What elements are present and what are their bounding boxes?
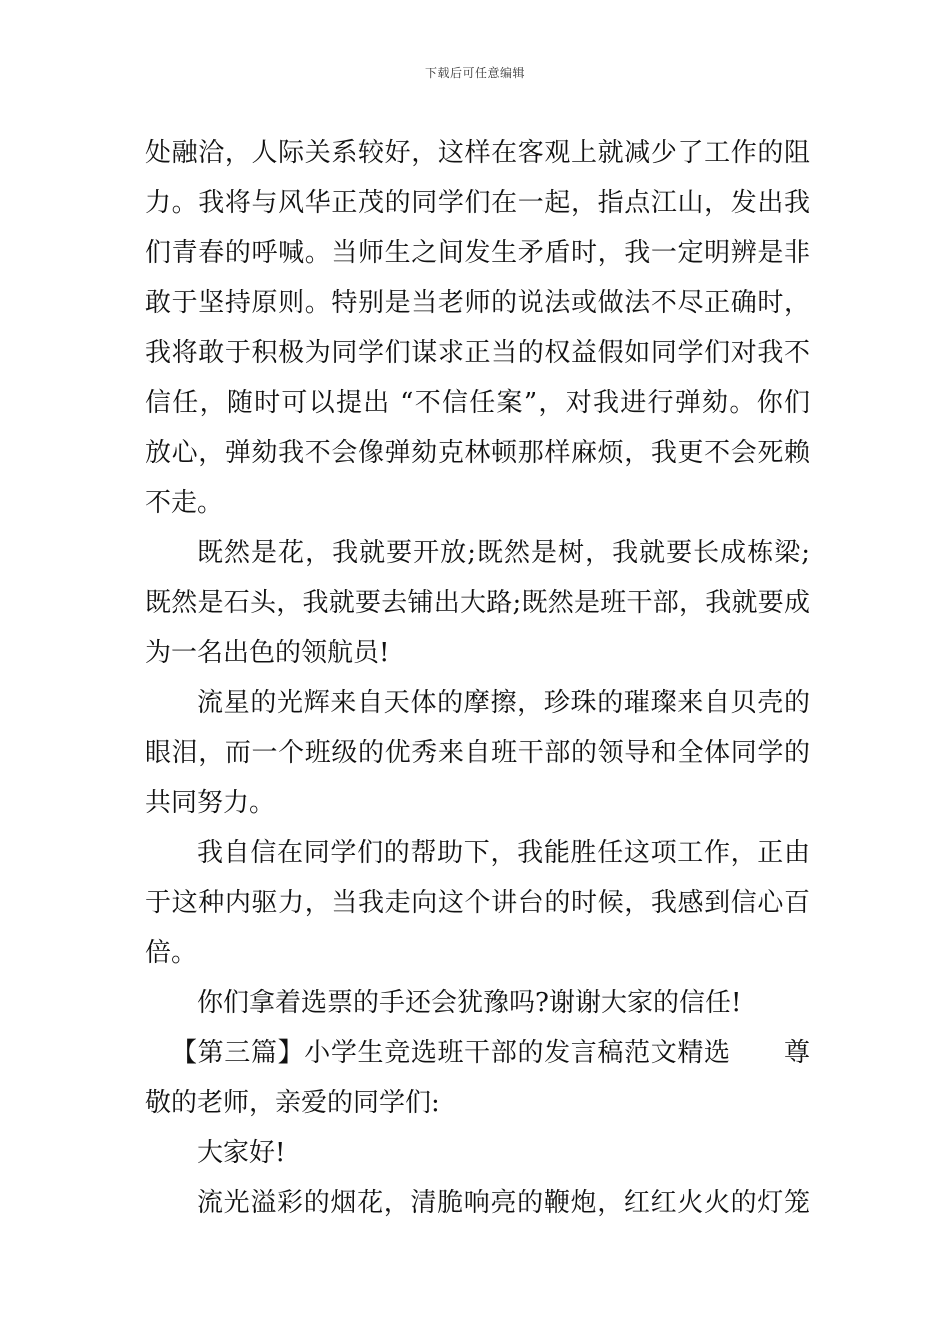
- text-line: 倍。: [145, 938, 198, 968]
- text-line: 你们拿着选票的手还会犹豫吗?谢谢大家的信任!: [197, 988, 742, 1018]
- text-line: 共同努力。: [145, 788, 276, 818]
- text-line: 我将敢于积极为同学们谋求正当的权益假如同学们对我不: [145, 338, 810, 368]
- text-line: 为一名出色的领航员!: [145, 638, 390, 668]
- text-line: 们青春的呼喊。当师生之间发生矛盾时，我一定明辨是非: [145, 238, 810, 268]
- text-line: 放心，弹劾我不会像弹劾克林顿那样麻烦，我更不会死赖: [145, 438, 810, 468]
- text-line: 流星的光辉来自天体的摩擦，珍珠的璀璨来自贝壳的: [197, 688, 810, 718]
- text-line: 不走。: [145, 488, 224, 518]
- text-line: 我自信在同学们的帮助下，我能胜任这项工作，正由: [197, 838, 810, 868]
- text-line: 既然是石头，我就要去铺出大路;既然是班干部，我就要成: [145, 588, 810, 618]
- text-line: 信任，随时可以提出 “不信任案”，对我进行弹劾。你们: [145, 388, 810, 418]
- text-line: 眼泪，而一个班级的优秀来自班干部的领导和全体同学的: [145, 738, 810, 768]
- text-line: 敢于坚持原则。特别是当老师的说法或做法不尽正确时，: [145, 288, 810, 318]
- text-line: 敬的老师，亲爱的同学们:: [145, 1088, 440, 1118]
- text-line: 大家好!: [197, 1138, 286, 1168]
- text-line: 力。我将与风华正茂的同学们在一起，指点江山，发出我: [145, 188, 810, 218]
- text-line: 既然是花，我就要开放;既然是树，我就要长成栋梁;: [197, 538, 810, 568]
- section-heading-line: 【第三篇】小学生竞选班干部的发言稿范文精选 尊: [171, 1038, 810, 1068]
- document-body: [145, 128, 810, 1228]
- page-header: 下载后可任意编辑: [424, 66, 525, 80]
- text-line: 于这种内驱力，当我走向这个讲台的时候，我感到信心百: [145, 888, 810, 918]
- text-line: 处融洽，人际关系较好，这样在客观上就减少了工作的阻: [145, 138, 810, 168]
- text-line: 流光溢彩的烟花，清脆响亮的鞭炮，红红火火的灯笼: [197, 1188, 810, 1218]
